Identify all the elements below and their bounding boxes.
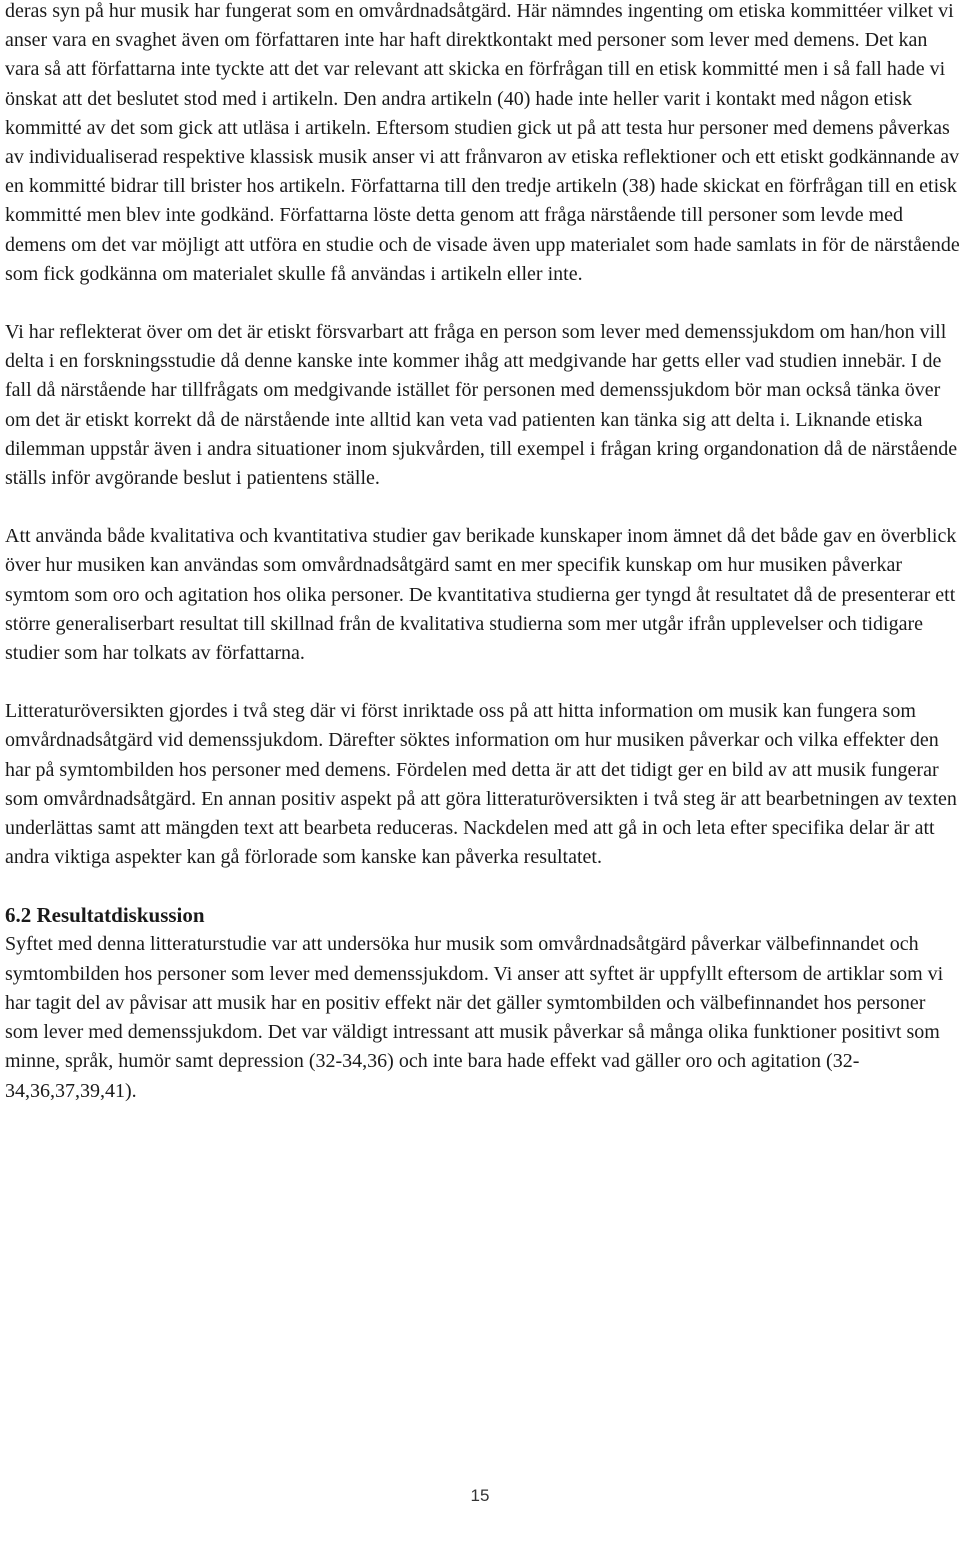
document-page: [5, 0, 960, 1106]
body-paragraph-ethics-reflection: Vi har reflekterat över om det är etiskt försvarbart att fråga en person som lever med demenssjukdom om han/hon vill delta i en forskningsstudie då denne kanske inte kommer ihåg att medgivande har getts eller vad studien innebär. I de fall då närstående har tillfrågats om medgivande istället för personen med demenssjukdom bör man också tänka över om det är etiskt korrekt då de närstående inte alltid kan veta vad patienten kan tänka sig att delta i. Liknande etiska dilemman uppstår även i andra situationer inom sjukvården, till exempel i frågan kring organdonation då de närstående ställs inför avgörande beslut i patientens ställe.: [5, 321, 958, 490]
section-heading: 6.2 Resultatdiskussion: [5, 903, 205, 928]
body-paragraph-study-types: Att använda både kvalitativa och kvantitativa studier gav berikade kunskaper inom ämnet då det både gav en överblick över hur musiken kan användas som omvårdnadsåtgärd samt en mer specifik kunskap om hur musiken påverkar symtom som oro och agitation hos olika personer. De kvantitativa studierna ger tyngd åt resultatet då de presenterar ett större generaliserbart resultat till skillnad från de kvalitativa studierna som mer utgår ifrån upplevelser och tidigare studier som har tolkats av författarna.: [5, 525, 957, 665]
body-paragraph-result-discussion: Syftet med denna litteraturstudie var att undersöka hur musik som omvårdnadsåtgärd påverkar välbefinnandet och symtombilden hos personer som lever med demenssjukdom. Vi anser att syftet är uppfyllt eftersom de artiklar som vi har tagit del av påvisar att musik har en positiv effekt när det gäller symtombilden och välbefinnandet hos personer som lever med demenssjukdom. Det var väldigt intressant att musik påverkar så många olika funktioner positivt som minne, språk, humör samt depression (32-34,36) och inte bara hade effekt vad gäller oro och agitation (32-34,36,37,39,41).: [5, 933, 944, 1102]
body-paragraph-review-method: Litteraturöversikten gjordes i två steg där vi först inriktade oss på att hitta information om musik kan fungera som omvårdnadsåtgärd vid demenssjukdom. Därefter söktes information om hur musiken påverkar och vilka effekter den har på symtombilden hos personer med demens. Fördelen med detta är att det tidigt ger en bild av att musik fungerar som omvårdnadsåtgärd. En annan positiv aspekt på att göra litteraturöversikten i två steg är att bearbetningen av texten underlättas samt att mängden text att bearbeta reduceras. Nackdelen med att gå in och leta efter specifika delar är att andra viktiga aspekter kan gå förlorade som kanske kan påverka resultatet.: [5, 700, 957, 869]
page-number: 15: [470, 1486, 490, 1505]
body-paragraph-ethics-articles: deras syn på hur musik har fungerat som en omvårdnadsåtgärd. Här nämndes ingenting om etiska kommittéer vilket vi anser vara en svaghet även om författaren inte har haft direktkontakt med personer som lever med demens. Det kan vara så att författarna inte tyckte att det var relevant att skicka en förfrågan till en etisk kommitté men i så fall hade vi önskat att det beslutet stod med i artikeln. Den andra artikeln (40) hade inte heller varit i kontakt med någon etisk kommitté av det som gick att utläsa i artikeln. Eftersom studien gick ut på att testa hur personer med demens påverkas av individualiserad respektive klassisk musik anser vi att frånvaron av etiska reflektioner och ett etiskt godkännande av en kommitté bidrar till brister hos artikeln. Författarna till den tredje artikeln (38) hade skickat en förfrågan till en etisk kommitté men blev inte godkänd. Författarna löste detta genom att fråga närstående till personer som levde med demens om det var möjligt att utföra en studie och de visade även upp materialet som hade samlats in för de närstående som fick godkänna om materialet skulle få användas i artikeln eller inte.: [5, 0, 960, 285]
